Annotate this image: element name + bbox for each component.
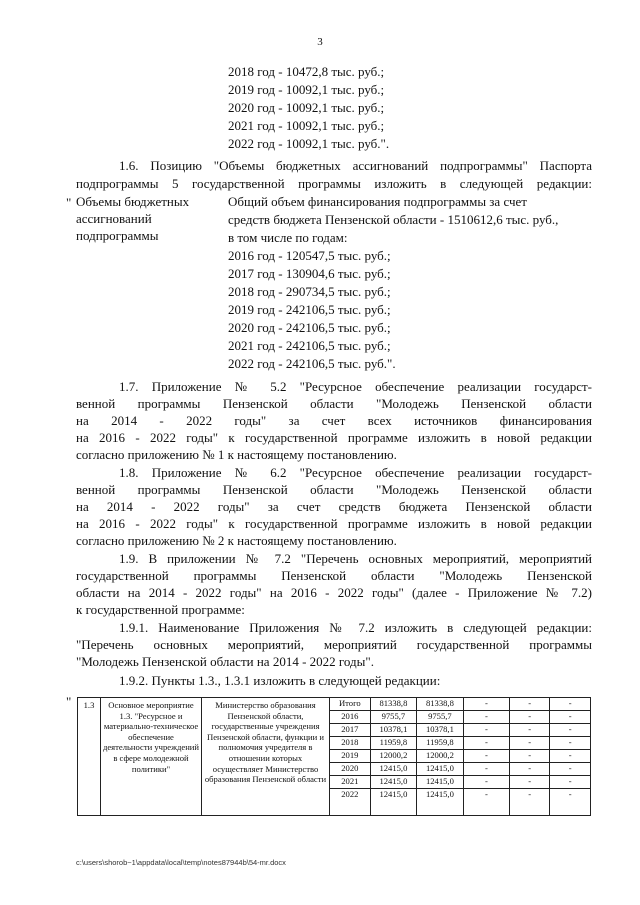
value-cell: 12415,0 xyxy=(417,789,464,816)
paragraph-line: 1.6. Позицию "Объемы бюджетных ассигнований подпрограммы" Паспорта xyxy=(119,158,592,173)
passport-line: 2018 год - 290734,5 тыс. руб.; xyxy=(228,284,391,299)
table-row xyxy=(330,789,590,816)
value-cell: 10378,1 xyxy=(417,724,464,737)
value-cell: - xyxy=(550,711,590,724)
value-cell: 81338,8 xyxy=(417,698,464,711)
value-cell: - xyxy=(463,789,510,816)
value-cell: - xyxy=(510,776,550,789)
value-cell: - xyxy=(550,724,590,737)
value-cell: 12000,2 xyxy=(370,750,417,763)
value-cell: - xyxy=(510,750,550,763)
value-cell: 81338,8 xyxy=(370,698,417,711)
year-cell: 2020 xyxy=(330,763,370,776)
table-opening-quote: " xyxy=(66,694,72,709)
year-cell: 2016 xyxy=(330,711,370,724)
year-cell: 2017 xyxy=(330,724,370,737)
value-cell: 10378,1 xyxy=(370,724,417,737)
value-cell: 12415,0 xyxy=(370,763,417,776)
paragraph-line: "Перечень основных мероприятий, мероприятий государственной программы xyxy=(76,637,592,652)
value-cell: - xyxy=(550,750,590,763)
table-row xyxy=(330,737,590,750)
value-cell: - xyxy=(550,789,590,816)
value-cell: - xyxy=(463,763,510,776)
file-path-footer: c:\users\shorob~1\appdata\local\temp\notes87944b\54-mr.docx xyxy=(76,858,286,867)
year-line: 2018 год - 10472,8 тыс. руб.; xyxy=(228,64,385,79)
value-cell: - xyxy=(463,724,510,737)
value-cell: - xyxy=(510,737,550,750)
paragraph-line: 1.8. Приложение № 6.2 "Ресурсное обеспечение реализации государст- xyxy=(119,465,592,480)
value-cell: 12415,0 xyxy=(417,763,464,776)
paragraph-line: 1.7. Приложение № 5.2 "Ресурсное обеспечение реализации государст- xyxy=(119,379,592,394)
year-cell: 2022 xyxy=(330,789,370,816)
value-cell: 11959,8 xyxy=(417,737,464,750)
value-cell: - xyxy=(550,698,590,711)
paragraph-line: венной программы Пензенской области "Молодежь Пензенской области xyxy=(76,482,592,497)
paragraph-line: "Молодежь Пензенской области на 2014 - 2022 годы". xyxy=(76,654,374,669)
table-row xyxy=(78,698,591,816)
value-cell: - xyxy=(463,776,510,789)
passport-label: Объемы бюджетных ассигнований подпрограммы xyxy=(76,194,190,243)
value-cell: - xyxy=(550,776,590,789)
opening-quote: " xyxy=(66,195,72,210)
item-name: Основное мероприятие 1.3. "Ресурсное и материально-техническое обеспечение деятельности учреждений в сфере молодежной политики" xyxy=(101,698,202,816)
value-cell: - xyxy=(550,737,590,750)
year-cell: 2018 xyxy=(330,737,370,750)
paragraph-line: 1.9.2. Пункты 1.3., 1.3.1 изложить в следующей редакции: xyxy=(119,673,441,688)
value-cell: 11959,8 xyxy=(370,737,417,750)
value-cell: - xyxy=(463,750,510,763)
value-cell: 9755,7 xyxy=(417,711,464,724)
value-cell: 12415,0 xyxy=(417,776,464,789)
year-cell: 2021 xyxy=(330,776,370,789)
passport-line: 2016 год - 120547,5 тыс. руб.; xyxy=(228,248,391,263)
year-line: 2021 год - 10092,1 тыс. руб.; xyxy=(228,118,385,133)
funding-cell xyxy=(330,698,591,816)
paragraph-line: согласно приложению № 2 к настоящему постановлению. xyxy=(76,533,397,548)
table-row xyxy=(330,724,590,737)
year-line: 2019 год - 10092,1 тыс. руб.; xyxy=(228,82,385,97)
value-cell: 12415,0 xyxy=(370,789,417,816)
passport-line: средств бюджета Пензенской области - 1510612,6 тыс. руб., xyxy=(228,212,559,227)
item-number: 1.3 xyxy=(78,698,101,816)
paragraph-line: подпрограммы 5 государственной программы изложить в следующей редакции: xyxy=(76,176,592,191)
value-cell: - xyxy=(510,763,550,776)
paragraph-line: 1.9.1. Наименование Приложения № 7.2 изложить в следующей редакции: xyxy=(119,620,592,635)
paragraph-line: к государственной программе: xyxy=(76,602,245,617)
passport-line: в том числе по годам: xyxy=(228,230,348,245)
responsible-executor: Министерство образования Пензенской области, государственные учреждения Пензенской области, функции и полномочия учредителя в отношении которых осуществляет Министерство образования Пензенской области xyxy=(202,698,330,816)
value-cell: 12000,2 xyxy=(417,750,464,763)
value-cell: - xyxy=(510,711,550,724)
table-row xyxy=(330,763,590,776)
passport-line: Общий объем финансирования подпрограммы за счет xyxy=(228,194,527,209)
passport-line: 2017 год - 130904,6 тыс. руб.; xyxy=(228,266,391,281)
value-cell: 12415,0 xyxy=(370,776,417,789)
paragraph-line: государственной программы Пензенской области "Молодежь Пензенской xyxy=(76,568,592,583)
table-row xyxy=(330,750,590,763)
resource-table xyxy=(77,697,591,816)
value-cell: - xyxy=(510,698,550,711)
paragraph-line: на 2016 - 2022 годы" к государственной программе изложить в новой редакции xyxy=(76,516,592,531)
year-line: 2022 год - 10092,1 тыс. руб.". xyxy=(228,136,390,151)
passport-line: 2020 год - 242106,5 тыс. руб.; xyxy=(228,320,391,335)
page-number: 3 xyxy=(317,36,323,48)
passport-line: 2021 год - 242106,5 тыс. руб.; xyxy=(228,338,391,353)
table-row xyxy=(330,776,590,789)
paragraph-line: на 2014 - 2022 годы" за счет всех источников финансирования xyxy=(76,413,592,428)
value-cell: - xyxy=(510,789,550,816)
paragraph-line: 1.9. В приложении № 7.2 "Перечень основных мероприятий, мероприятий xyxy=(119,551,592,566)
paragraph-line: области на 2014 - 2022 годы" на 2016 - 2022 годы" (далее - Приложение № 7.2) xyxy=(76,585,592,600)
value-cell: - xyxy=(463,711,510,724)
paragraph-line: согласно приложению № 1 к настоящему постановлению. xyxy=(76,447,397,462)
year-cell: 2019 xyxy=(330,750,370,763)
paragraph-line: на 2014 - 2022 годы" за счет средств бюджета Пензенской области xyxy=(76,499,592,514)
value-cell: - xyxy=(510,724,550,737)
value-cell: - xyxy=(463,698,510,711)
paragraph-line: на 2016 - 2022 годы" к государственной программе изложить в новой редакции xyxy=(76,430,592,445)
paragraph-line: венной программы Пензенской области "Молодежь Пензенской области xyxy=(76,396,592,411)
passport-line: 2022 год - 242106,5 тыс. руб.". xyxy=(228,356,396,371)
table-row xyxy=(330,711,590,724)
table-row xyxy=(330,698,590,711)
passport-line: 2019 год - 242106,5 тыс. руб.; xyxy=(228,302,391,317)
funding-table xyxy=(330,698,590,815)
value-cell: - xyxy=(550,763,590,776)
value-cell: 9755,7 xyxy=(370,711,417,724)
year-line: 2020 год - 10092,1 тыс. руб.; xyxy=(228,100,385,115)
year-cell: Итого xyxy=(330,698,370,711)
value-cell: - xyxy=(463,737,510,750)
